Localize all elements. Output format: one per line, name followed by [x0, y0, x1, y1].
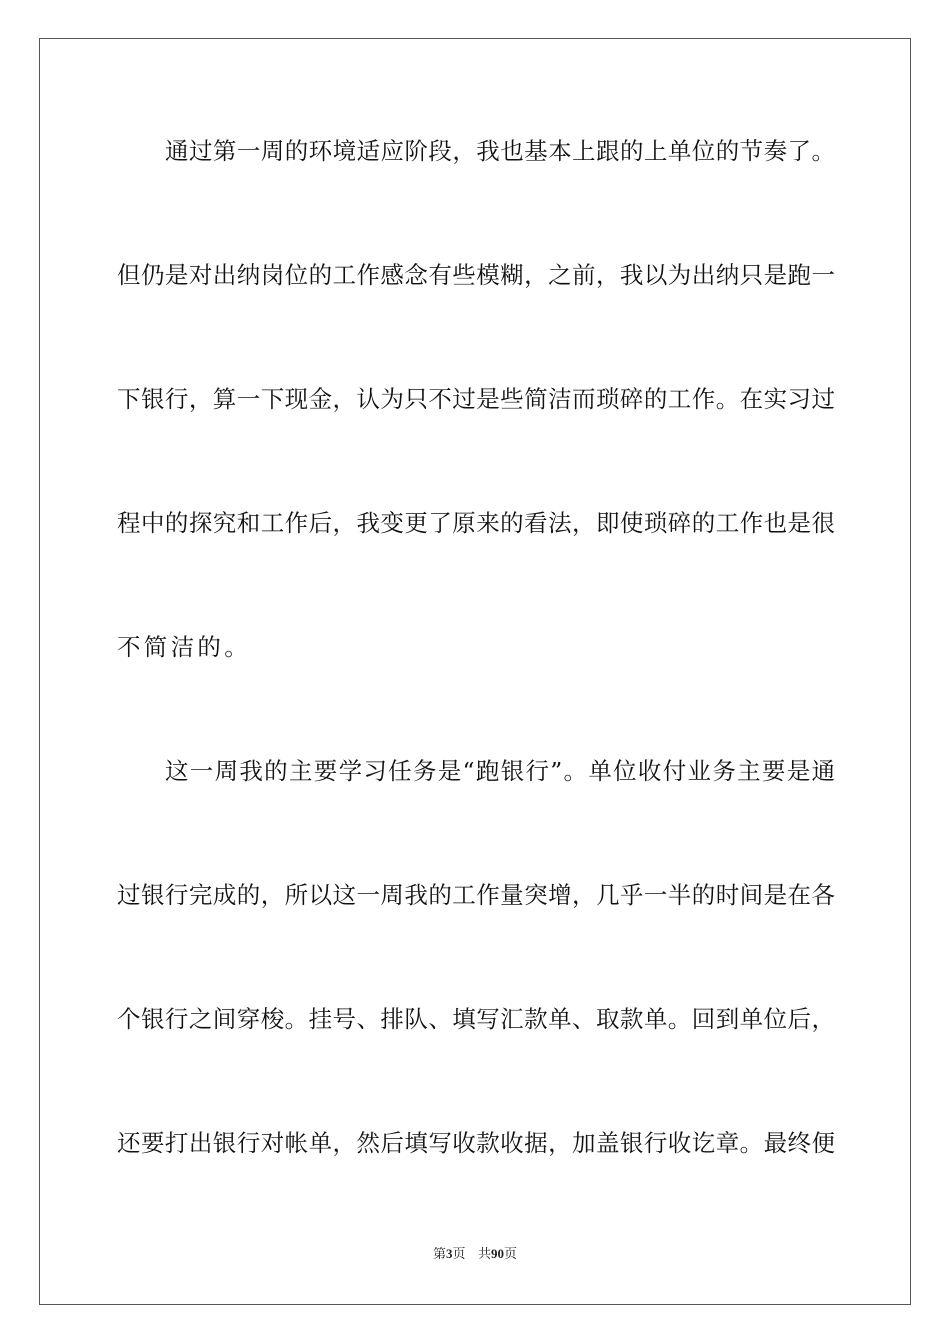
paragraph-1-line-3: 下银行，算一下现金，认为只不过是些简洁而琐碎的工作。在实习过 — [117, 385, 835, 413]
paragraph-2-line-1: 这一周我的主要学习任务是“跑银行”。单位收付业务主要是通 — [165, 757, 835, 785]
footer-total-prefix: 共 — [477, 1247, 491, 1262]
paragraph-2-line-2: 过银行完成的，所以这一周我的工作量突增，几乎一半的时间是在各 — [117, 881, 835, 909]
footer-total-suffix: 页 — [503, 1247, 517, 1262]
paragraph-1-line-4: 程中的探究和工作后，我变更了原来的看法，即使琐碎的工作也是很 — [117, 509, 835, 537]
footer-page-prefix: 第 — [433, 1247, 447, 1262]
page-footer — [0, 1246, 950, 1263]
paragraph-1-line-5: 不简洁的。 — [117, 633, 251, 661]
paragraph-2-line-4: 还要打出银行对帐单，然后填写收款收据，加盖银行收讫章。最终便 — [117, 1129, 835, 1157]
page-border — [39, 38, 911, 1305]
footer-total-pages: 90 — [490, 1246, 504, 1261]
paragraph-1-line-1: 通过第一周的环境适应阶段，我也基本上跟的上单位的节奏了。 — [165, 137, 835, 165]
footer-current-page: 3 — [446, 1246, 453, 1261]
footer-page-suffix: 页 — [452, 1247, 466, 1262]
paragraph-2-line-3: 个银行之间穿梭。挂号、排队、填写汇款单、取款单。回到单位后， — [117, 1005, 835, 1033]
paragraph-1-line-2: 但仍是对出纳岗位的工作感念有些模糊，之前，我以为出纳只是跑一 — [117, 261, 835, 289]
